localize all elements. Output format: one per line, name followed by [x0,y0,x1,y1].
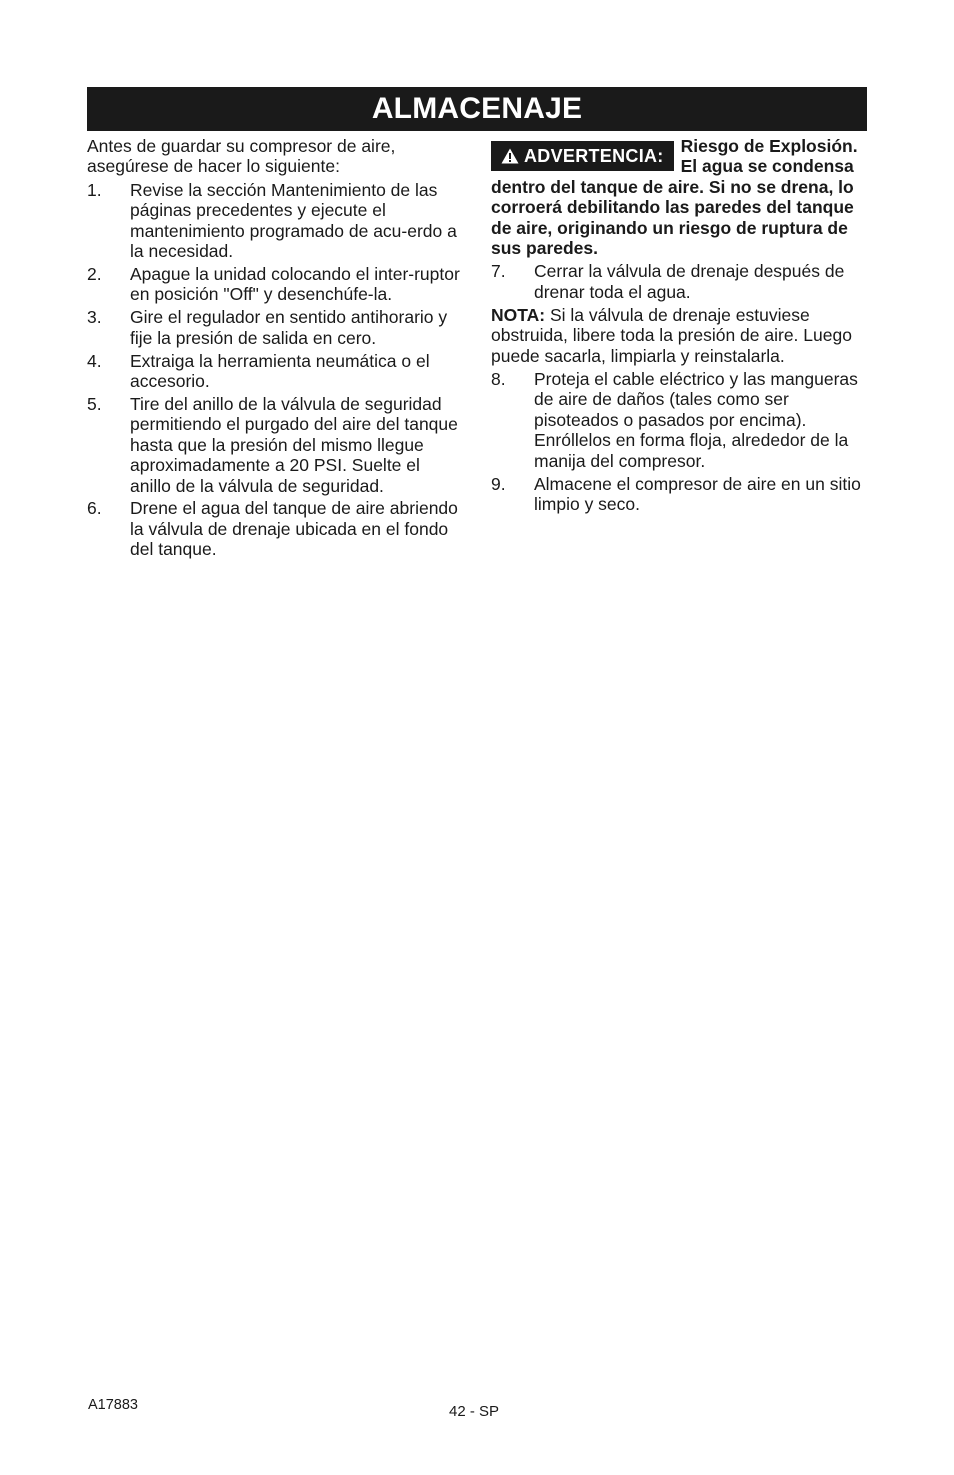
list-item [491,369,871,471]
step-number: 2. [87,263,102,284]
step-text: Cerrar la válvula de drenaje después de drenar toda el agua. [534,261,845,302]
step-text: Tire del anillo de la válvula de seguridad permitiendo el purgado del aire del tanque hasta que la presión del mismo llegue aproximadamente a 20 PSI. Suelte el anillo de la válvula de seguridad. [130,393,458,496]
list-item [87,307,463,348]
steps-list-left [87,180,463,560]
step-number: 5. [87,393,102,414]
list-item [491,261,871,302]
step-number: 1. [87,179,102,200]
intro-text: Antes de guardar su compresor de aire, asegúrese de hacer lo siguiente: [87,136,396,177]
list-item [87,394,463,496]
left-column [87,136,463,562]
note-text: Si la válvula de drenaje estuviese obstruida, libere toda la presión de aire. Luego puede sacarla, limpiarla y reinstalarla. [491,304,852,366]
warning-triangle-icon [501,148,519,164]
list-item [87,498,463,559]
step-text: Gire el regulador en sentido antihorario y fije la presión de salida en cero. [130,307,448,348]
step-number: 6. [87,498,102,519]
note-label: NOTA: [491,304,546,325]
warning-block [491,136,871,258]
page-title: ALMACENAJE [371,92,583,125]
step-number: 7. [491,261,506,282]
step-number: 4. [87,350,102,371]
step-text: Apague la unidad colocando el inter-ruptor en posición "Off" y desenchúfe-la. [130,263,460,305]
list-item [87,264,463,305]
section-header-bar [87,87,867,131]
note-paragraph [491,305,871,366]
list-item [87,351,463,392]
warning-label: ADVERTENCIA: [524,145,664,166]
warning-text: Riesgo de Explosión. El agua se condensa dentro del tanque de aire. Si no se drena, lo corroerá debilitando las paredes del tanque de aire, originando un riesgo de ruptura de sus paredes. [491,136,858,259]
step-text: Almacene el compresor de aire en un sitio limpio y seco. [534,473,861,514]
steps-list-right-a [491,261,871,302]
step-number: 3. [87,307,102,328]
step-number: 9. [491,473,506,494]
warning-badge [491,141,674,171]
list-item [87,180,463,262]
step-text: Revise la sección Mantenimiento de las páginas precedentes y ejecute el mantenimiento programado de acu-erdo a la necesidad. [130,179,457,262]
step-text: Drene el agua del tanque de aire abriendo la válvula de drenaje ubicada en el fondo del tanque. [130,498,458,560]
step-text: Extraiga la herramienta neumática o el accesorio. [130,350,430,391]
step-text: Proteja el cable eléctrico y las mangueras de aire de daños (tales como ser pisoteados o pasados por encima). Enróllelos en forma floja, alrededor de la manija del compresor. [534,368,858,471]
step-number: 8. [491,368,506,389]
document-code: A17883 [88,1397,138,1413]
steps-list-right-b [491,369,871,514]
right-column [491,136,871,517]
page-number: 42 - SP [449,1403,500,1420]
list-item [491,474,871,515]
